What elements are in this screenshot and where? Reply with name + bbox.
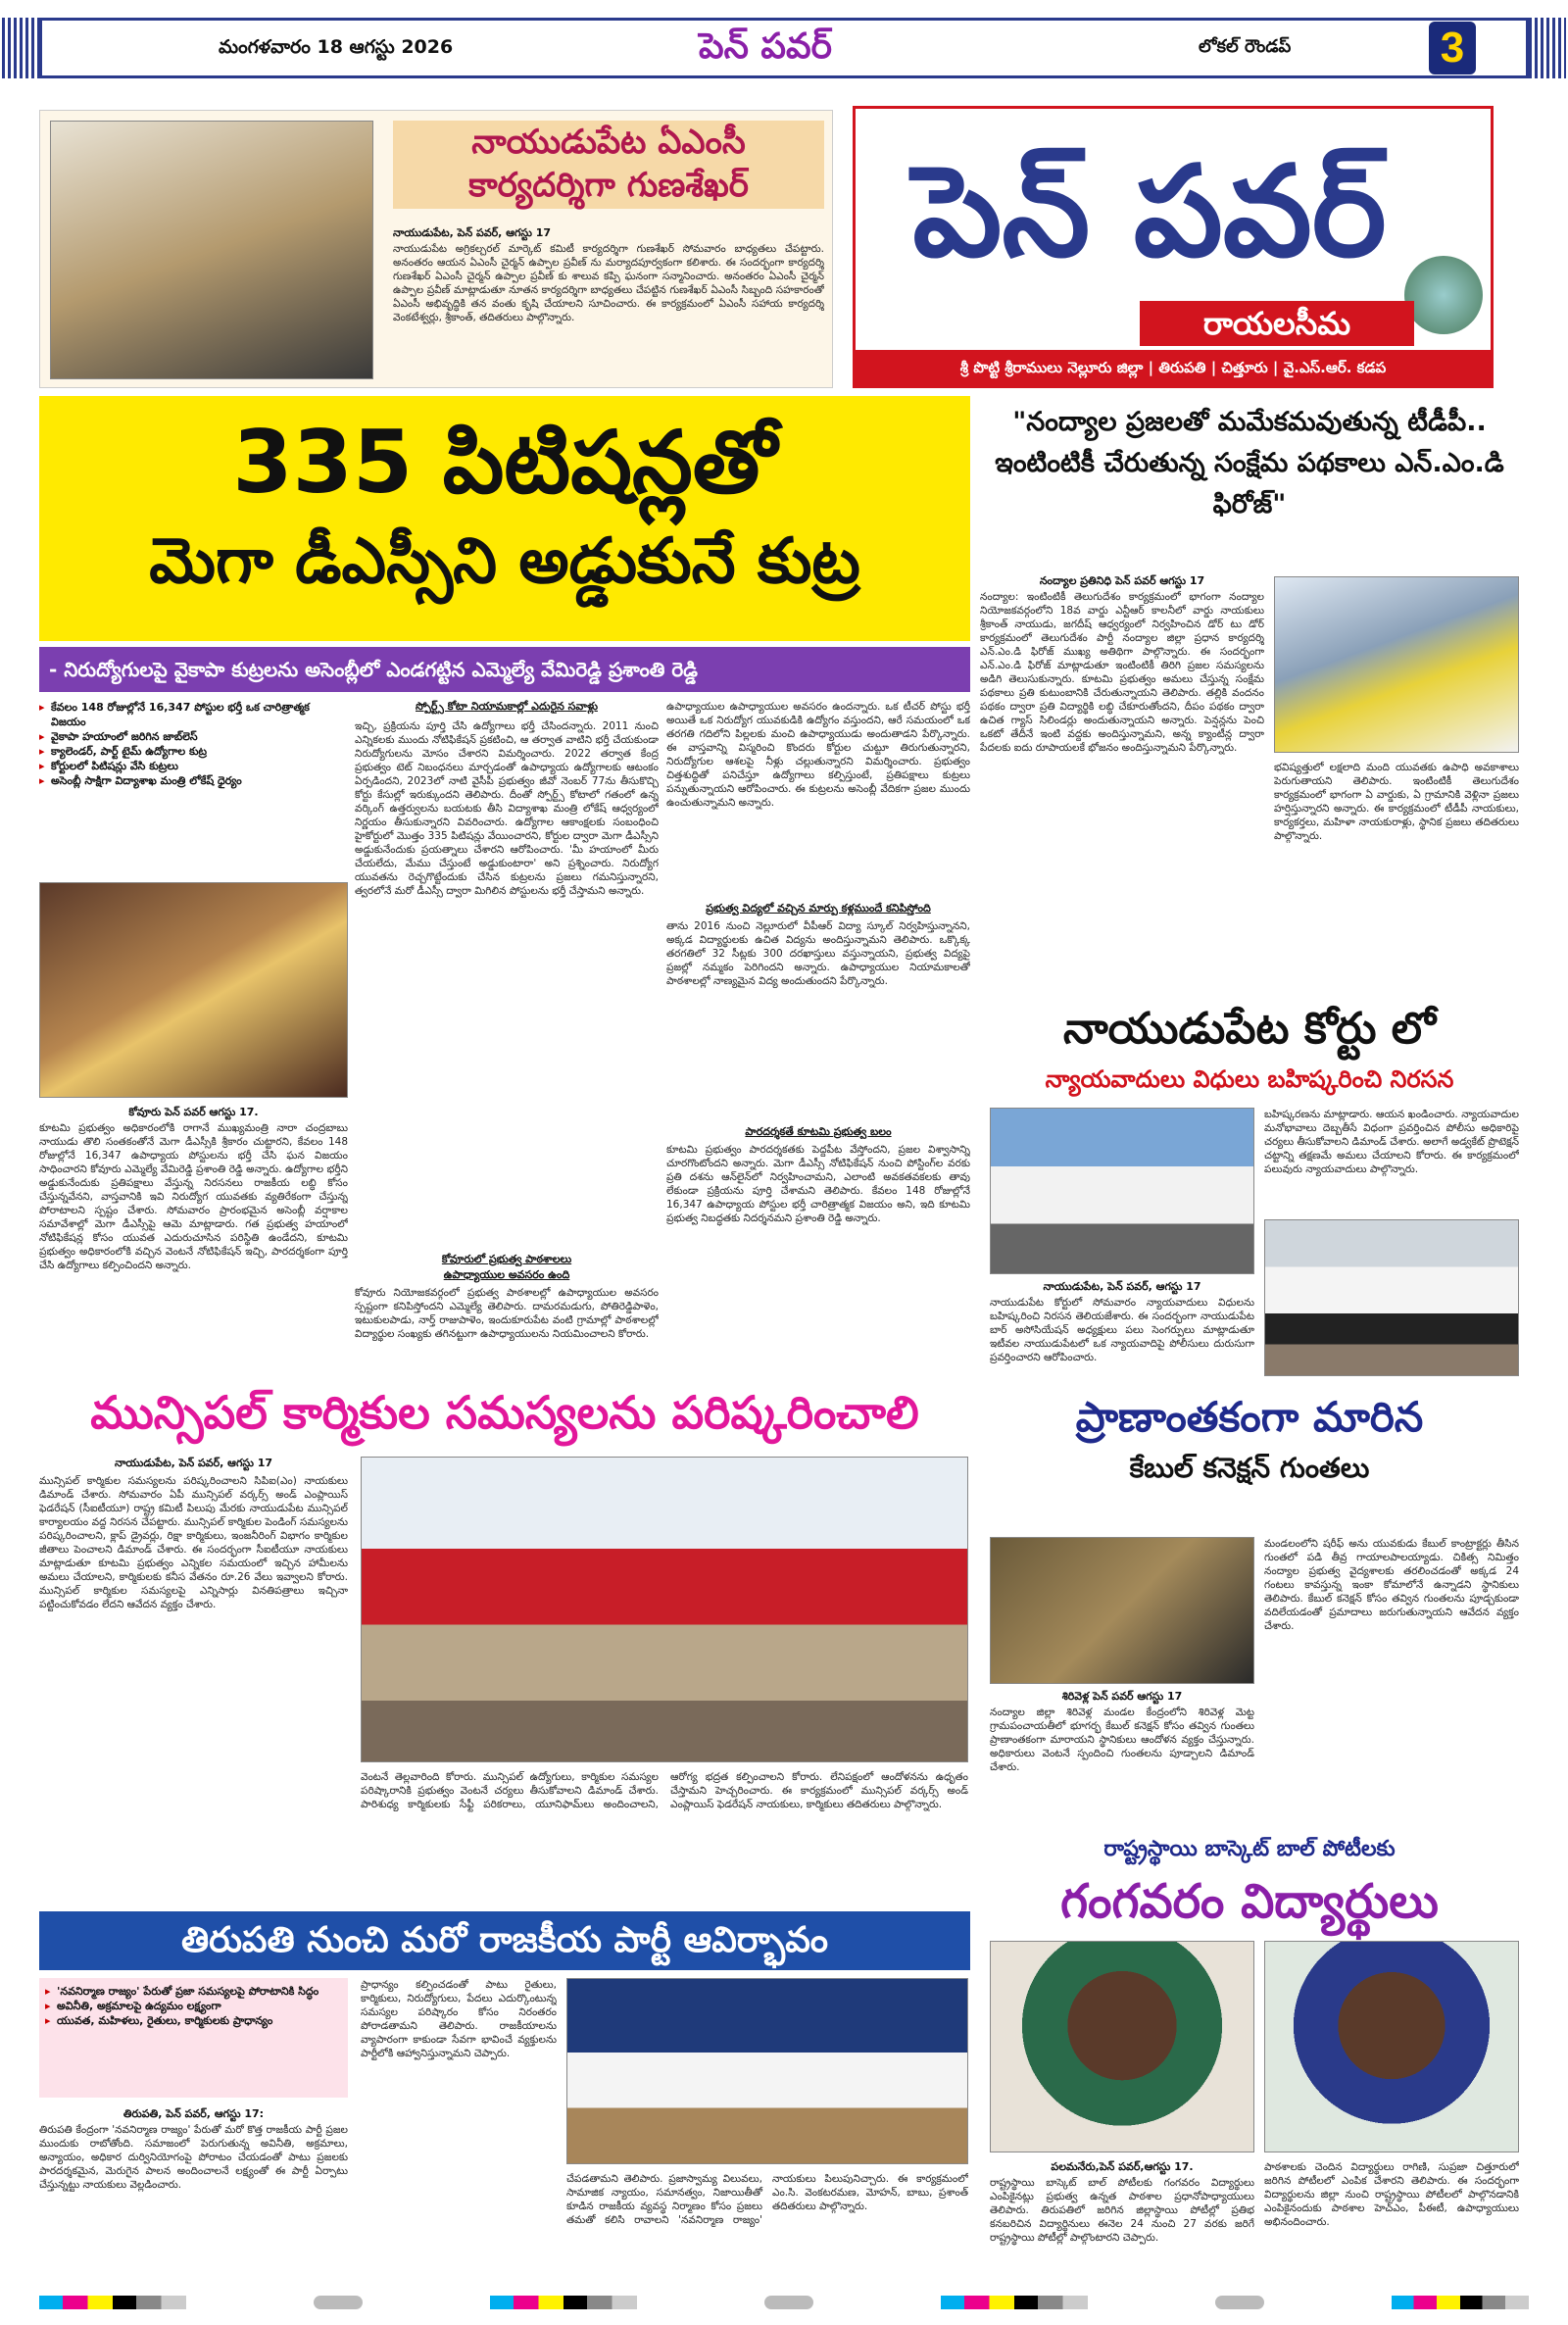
cable-dateline: శిరివెళ్ల పెన్ పవర్ ఆగస్టు 17: [1061, 1690, 1183, 1703]
court-subhead: న్యాయవాదులు విధులు బహిష్కరించి నిరసన: [1045, 1065, 1454, 1093]
basketball-body-right: పాఠశాలకు చెందిన విద్యార్థులు రాగిణి, సుప్రజా చిత్తూరులో జరిగిన పోటీలలో ఎంపిక చేశారని తెలిపారు. ఈ సందర్భంగా విద్యార్థులను జిల్లా నుంచి రాష్ట్రస్థాయి పోటీలలో పాల్గొనడానికి ఎంపికైనందుకు పాఠశాల హెచ్ఎం, పీఈటీ, ఉపాధ్యాయులు అభినందించారు.: [1264, 2161, 1519, 2228]
mla-photo: [39, 882, 348, 1098]
basketball-kicker: రాష్ట్రస్థాయి బాస్కెట్ బాల్ పోటీలకు: [1103, 1837, 1396, 1861]
top-header-bar: [39, 18, 1529, 78]
section-name: లోకల్ రౌండప్: [1199, 36, 1292, 57]
court-photo-1: [990, 1108, 1254, 1274]
lead-subhead: పారదర్శకతే కూటమి ప్రభుత్వ బలం: [745, 1125, 892, 1138]
left-border-stripes: [2, 18, 39, 78]
amc-dateline: నాయుడుపేట, పెన్ పవర్, ఆగస్టు 17: [393, 226, 552, 239]
lead-subhead: స్పోర్ట్స్ కోటా నియామకాల్లో ఎదురైన సవాళ్లు: [416, 700, 598, 713]
color-bar-center: [490, 2296, 637, 2309]
lead-bullet: ▸ వైకాపా హయాంలో జరిగిన జాబ్‌లెస్: [39, 729, 348, 744]
lead-body-col1: కూటమి ప్రభుత్వం అధికారంలోకి రాగానే ముఖ్యమంత్రి నారా చంద్రబాబు నాయుడు తొలి సంతకంతోనే మెగా డీఎస్సీకి శ్రీకారం చుట్టారని, కేవలం 148 రోజుల్లోనే 16,347 ఉపాధ్యాయ పోస్టులను భర్తీ చేసి ఘన విజయం సాధించారని కోవూరు ఎమ్మెల్యే వేమిరెడ్డి ప్రశాంతి రెడ్డి అన్నారు. ఉద్యోగాల భర్తీని అడ్డుకునేందుకు ప్రతిపక్షాలు వేస్తున్న నిరసనలు రాజకీయ లబ్ధి కోసం చేస్తున్నవేనని, వాస్తవానికి ఇవి నిరుద్యోగ యువతకు వ్యతిరేకంగా చేస్తున్న పోరాటాలని స్పష్టం చేశారు. సోమవారం ప్రారంభమైన అసెంబ్లీ వర్షాకాల సమావేశాల్లో మెగా డీఎస్సీపై ఆమె మాట్లాడారు. గత ప్రభుత్వ హయాంలో నోటిఫికేషన్ల కోసం యువత ఎదురుచూసిన పరిస్థితి ఉండేదని, కూటమి ప్రభుత్వం అధికారంలోకి వచ్చిన వెంటనే నోటిఫికేషన్ ఇచ్చి, పారదర్శకంగా పూర్తి చేసి ఉద్యోగాలు కల్పించిందని అన్నారు.: [39, 1122, 348, 1271]
map-emblem-icon: [1404, 256, 1483, 334]
municipal-headline: మున్సిపల్ కార్మికుల సమస్యలను పరిష్కరించాలి: [90, 1386, 919, 1439]
tirupati-press-photo: [566, 1978, 968, 2164]
tirupati-body-right: చేపడతామని తెలిపారు. ప్రజాస్వామ్య విలువలు, సామాజిక న్యాయం, సమానత్వం, నిజాయితీతో కూడిన రాజకీయ వ్యవస్థ నిర్మాణం కోసం ప్రజలు తమతో కలిసి రావాలని 'నవనిర్మాణ రాజ్యం' నాయకులు పిలుపునిచ్చారు. ఈ కార్యక్రమంలో ఎం.సి. వెంకటరమణ, మోహన్, బాబు, ప్రశాంత్ తదితరులు పాల్గొన్నారు.: [566, 2173, 968, 2226]
court-photo-2: [1264, 1219, 1519, 1376]
edition-band: రాయలసీమ: [1140, 301, 1414, 346]
cable-pit-photo: [990, 1537, 1254, 1684]
nandyal-headline: "నంద్యాల ప్రజలతో మమేకమవుతున్న టీడీపీ.. ఇంటింటికీ చేరుతున్న సంక్షేమ పథకాలు ఎన్.ఎం.డి ఫిరోజ్": [995, 407, 1504, 519]
lead-body-col3c: కూటమి ప్రభుత్వం పారదర్శకతకు పెద్దపీట వేస్తోందని, ప్రజల విశ్వాసాన్ని చూరగొంటోందని అన్నారు. మెగా డీఎస్సీ నోటిఫికేషన్ నుంచి పోస్టింగ్‌ల వరకు ప్రతి దశను ఆన్‌లైన్‌లో నిర్వహించామని, ఎలాంటి అవకతవకలకు తావు లేకుండా ప్రక్రియను పూర్తి చేశామని తెలిపారు. కేవలం 148 రోజుల్లోనే 16,347 ఉపాధ్యాయ పోస్టుల భర్తీ చారిత్రాత్మక విజయం అని, ఇది కూటమి ప్రభుత్వ నిబద్ధతకు నిదర్శనమని ప్రశాంతి రెడ్డి అన్నారు.: [666, 1144, 970, 1224]
tirupati-bullet: ▸ అవినీతి, అక్రమాలపై ఉద్యమం లక్ష్యంగా: [45, 1999, 342, 2013]
lead-strap: - నిరుద్యోగులపై వైకాపా కుట్రలను అసెంబ్లీలో ఎండగట్టిన ఎమ్మెల్యే వేమిరెడ్డి ప్రశాంతి రెడ్డి: [39, 647, 970, 692]
issue-date: మంగళవారం 18 ఆగస్టు 2026: [219, 36, 454, 58]
color-bar-right: [1392, 2296, 1529, 2309]
right-border-stripes: [1529, 18, 1566, 78]
lead-headline-box: [39, 396, 970, 641]
lead-body-col2b: కోవూరు నియోజకవర్గంలో ప్రభుత్వ పాఠశాలల్లో ఉపాధ్యాయుల అవసరం స్పష్టంగా కనిపిస్తోందని ఎమ్మెల్యే తెలిపారు. దామరమడుగు, పోతిరెడ్డిపాళెం, ఇటుకులపాడు, నార్త్ రాజుపాళెం, ఇందుకూరుపేట వంటి గ్రామాల్లో పాఠశాలల్లో విద్యార్థుల సంఖ్యకు తగినట్టుగా ఉపాధ్యాయులను నియమించాలని కోరారు.: [355, 1287, 659, 1340]
lead-headline-1: 335 పిటిషన్లతో: [232, 412, 777, 513]
lead-body-col3: ఉపాధ్యాయుల ఉపాధ్యాయుల అవసరం ఉందన్నారు. ఒక టీచర్ పోస్టు భర్తీ అయితే ఒక నిరుద్యోగ యువకుడికి ఉద్యోగం వస్తుందని, ఆరే సమయంలో ఒక తరగతి గదిలోని పిల్లలకు మంచి ఉపాధ్యాయుడు అందుతాడని పేర్కొన్నారు. ఈ వాస్తవాన్ని విస్మరించి కొందరు కోర్టుల చుట్టూ తిరుగుతున్నారని, నిరుద్యోగుల ఆశలపై నీళ్లు చల్లుతున్నారని విమర్శించారు. ప్రభుత్వం చిత్తశుద్ధితో పనిచేస్తూ ఉద్యోగాలు కల్పిస్తుంటే, ప్రతిపక్షాలు కుట్రలు పన్నుతున్నాయని ఆరోపించారు. ఈ కుట్రలను అసెంబ్లీ వేదికగా ప్రజల ముందు ఉంచుతున్నామని అన్నారు.: [666, 701, 970, 809]
story-amc: [39, 110, 833, 388]
municipal-body: మున్సిపల్ కార్మికుల సమస్యలను పరిష్కరించాలని సిపిఐ(ఎం) నాయకులు డిమాండ్ చేశారు. సోమవారం ఏపీ మున్సిపల్ వర్కర్స్ అండ్ ఎంప్లాయిస్ ఫెడరేషన్ (సీఐటీయూ) రాష్ట్ర కమిటీ పిలుపు మేరకు నాయుడుపేట మున్సిపల్ కార్యాలయం వద్ద నిరసన చేపట్టారు. మున్సిపల్ కార్మికుల పెండింగ్ సమస్యలను పరిష్కరించాలని, క్లాప్ డ్రైవర్లు, రిక్షా కార్మికులు, ఇంజనీరింగ్ విభాగం కార్మికుల జీతాలు పెంచాలని డిమాండ్ చేశారు. ఈ సందర్భంగా సీఐటీయూ నాయకులు మాట్లాడుతూ కూటమి ప్రభుత్వం ఎన్నికల సమయంలో ఇచ్చిన హామీలను అమలు చేయాలని, కార్మికులకు కనీస వేతనం రూ.26 వేలు ఇవ్వాలని కోరారు. మున్సిపల్ కార్మికుల సమస్యలపై ఎన్నిసార్లు వినతిపత్రాలు ఇచ్చినా పట్టించుకోవడం లేదని ఆవేదన వ్యక్తం చేశారు.: [39, 1475, 348, 1610]
municipal-protest-photo: [361, 1457, 968, 1762]
cable-body: నంద్యాల జిల్లా శిరివెళ్ల మండల కేంద్రంలోని శిరివెళ్ల మెట్ట గ్రామపంచాయతీలో భూగర్భ కేబుల్ కనెక్షన్ కోసం తవ్విన గుంతలు ప్రాణాంతకంగా మారాయని స్థానికులు ఆందోళన వ్యక్తం చేస్తున్నారు. అధికారులు వెంటనే స్పందించి గుంతలను పూడ్చాలని డిమాండ్ చేశారు.: [990, 1707, 1254, 1773]
amc-photo: [50, 121, 373, 379]
tirupati-bullet: ▸ 'నవనిర్మాణ రాజ్యం' పేరుతో ప్రజా సమస్యలపై పోరాటానికి సిద్ధం: [45, 1984, 342, 1999]
tirupati-bullets: [39, 1978, 348, 2098]
lead-bullet: ▸ కోర్టులలో పిటిషన్లు వేసి కుట్రలు: [39, 759, 348, 773]
municipal-body-right: వెంటనే తెల్లవారింది కోరారు. మున్సిపల్ ఉద్యోగులు, కార్మికుల సమస్యల పరిష్కారానికి ప్రభుత్వం వెంటనే చర్యలు తీసుకోవాలని డిమాండ్ చేశారు. పారిశుధ్య కార్మికులకు సేఫ్టీ పరికరాలు, యూనిఫామ్‌లు అందించాలని, ఆరోగ్య భద్రత కల్పించాలని కోరారు. లేనిపక్షంలో ఆందోళనను ఉధృతం చేస్తామని హెచ్చరించారు. ఈ కార్యక్రమంలో మున్సిపల్ వర్కర్స్ అండ్ ఎంప్లాయిస్ ఫెడరేషన్ నాయకులు, కార్మికులు తదితరులు పాల్గొన్నారు.: [361, 1771, 968, 1810]
color-bar-center-right: [941, 2296, 1088, 2309]
court-dateline: నాయుడుపేట, పెన్ పవర్, ఆగస్టు 17: [1043, 1280, 1201, 1293]
cable-body-right: మండలంలోని షరీఫ్ అను యువకుడు కేబుల్ కాంట్రాక్టర్లు తీసిన గుంతలో పడి తీవ్ర గాయాలపాలయ్యాడు. చికిత్స నిమిత్తం నంద్యాల ప్రభుత్వ వైద్యశాలకు తరలించడంతో అక్కడ 24 గంటలు కావస్తున్న ఇంకా కోమాలోనే ఉన్నాడని స్థానికులు తెలిపారు. కేబుల్ కనెక్షన్ కోసం తవ్విన గుంతలను పూడ్చకుండా వదిలేయడంతో ప్రమాదాలు జరుగుతున్నాయని ఆవేదన వ్యక్తం చేశారు.: [1264, 1538, 1519, 1632]
registration-mark: [314, 2296, 363, 2309]
lead-bullets: [39, 700, 348, 874]
lead-subhead: ఉపాధ్యాయుల అవసరం ఉంది: [443, 1268, 570, 1281]
basketball-dateline: పలమనేరు,పెన్ పవర్,ఆగస్టు 17.: [1051, 2160, 1194, 2173]
nandyal-dateline: నంద్యాల ప్రతినిధి పెన్ పవర్ ఆగస్టు 17: [1039, 574, 1205, 587]
lead-bullet: ▸ కేవలం 148 రోజుల్లోనే 16,347 పోస్టుల భర్తీ ఒక చారిత్రాత్మక విజయం: [39, 700, 348, 729]
districts-band: శ్రీ పొట్టి శ్రీరాములు నెల్లూరు జిల్లా | తిరుపతి | చిత్తూరు | వై.ఎస్.ఆర్. కడప: [856, 350, 1491, 385]
lead-bullet: ▸ అసెంబ్లీ సాక్షిగా విద్యాశాఖ మంత్రి లోకేష్ ధైర్యం: [39, 773, 348, 788]
tirupati-body-mid: ప్రాధాన్యం కల్పించడంతో పాటు రైతులు, కార్మికులు, నిరుద్యోగులు, పేదలు ఎదుర్కొంటున్న సమస్యల పరిష్కారం కోసం నిరంతరం పోరాడతామని తెలిపారు. రాజకీయాలను వ్యాపారంగా కాకుండా సేవగా భావించే వ్యక్తులను పార్టీలోకి ఆహ్వానిస్తున్నామని చెప్పారు.: [361, 1979, 557, 2059]
basketball-headline: గంగవరం విద్యార్థులు: [1060, 1874, 1439, 1929]
lead-col2: [355, 700, 659, 1366]
nandyal-body: నంద్యాల: ఇంటింటికీ తెలుగుదేశం కార్యక్రమంలో భాగంగా నంద్యాల నియోజకవర్గంలోని 18వ వార్డు ఎన్టీఆర్ కాలనీలో వార్డు నాయకులు శ్రీకాంత్ నాయుడు, జగదీష్ ఆధ్వర్యంలో నిర్వహించిన డోర్ టు డోర్ కార్యక్రమంలో తెలుగుదేశం పార్టీ నంద్యాల జిల్లా ప్రధాన కార్యదర్శి ఎన్.ఎం.డి ఫిరోజ్ ముఖ్య అతిథిగా పాల్గొన్నారు. ఈ సందర్భంగా ఎన్.ఎం.డి ఫిరోజ్ మాట్లాడుతూ ఇంటింటికీ తిరిగి ప్రజల సమస్యలను అడిగి తెలుసుకున్నారు. కూటమి ప్రభుత్వం అమలు చేస్తున్న సంక్షేమ పథకాలు ప్రతి కుటుంబానికి చేరుతున్నాయని తెలిపారు. తల్లికి వందనం పథకం ద్వారా ప్రతి విద్యార్థికి లబ్ధి చేకూరుతోందని, దీపం పథకం ద్వారా ఉచిత గ్యాస్ సిలిండర్లు అందుతున్నాయని అన్నారు. పెన్షన్లను పెంచి ఒకటో తేదీనే ఇంటి వద్దకు అందిస్తున్నామని, అన్న క్యాంటీన్ల ద్వారా పేదలకు ఐదు రూపాయలకే భోజనం అందిస్తున్నామని పేర్కొన్నారు.: [980, 591, 1264, 754]
amc-headline-1: నాయుడుపేట ఏఎంసీ: [471, 123, 746, 162]
paper-name-small: పెన్ పవర్: [699, 26, 832, 67]
nandyal-photo: [1274, 576, 1519, 753]
nandyal-body-2: భవిష్యత్తులో లక్షలాది మంది యువతకు ఉపాధి అవకాశాలు పెరుగుతాయని తెలిపారు. ఇంటింటికీ తెలుగుదేశం కార్యక్రమంలో భాగంగా ఏ వార్డుకు, ఏ గ్రామానికి వెళ్లినా ప్రజలు హర్షిస్తున్నారని అన్నారు. ఈ కార్యక్రమంలో టీడీపీ నాయకులు, కార్యకర్తలు, మహిళా నాయకురాళ్లు, స్థానిక ప్రజలు తదితరులు పాల్గొన్నారు.: [1274, 762, 1519, 842]
lead-subhead: కోవూరులో ప్రభుత్వ పాఠశాలలు: [441, 1253, 572, 1265]
basketball-body: రాష్ట్రస్థాయి బాస్కెట్ బాల్ పోటీలకు గంగవరం విద్యార్థులు ఎంపికైనట్లు ప్రభుత్వ ఉన్నత పాఠశాల ప్రధానోపాధ్యాయులు తెలిపారు. తిరుపతిలో జరిగిన జిల్లాస్థాయి పోటీల్లో ప్రతిభ కనబరిచిన విద్యార్థినులు ఈనెల 24 నుంచి 27 వరకు జరిగే రాష్ట్రస్థాయి పోటీల్లో పాల్గొంటారని చెప్పారు.: [990, 2177, 1254, 2244]
court-headline: నాయుడుపేట కోర్టు లో: [1062, 1004, 1437, 1054]
registration-mark: [764, 2296, 813, 2309]
lead-bullet: ▸ క్యాలెండర్, పార్ట్ టైమ్ ఉద్యోగాల కుట్ర: [39, 744, 348, 759]
lead-body-col2: ఇచ్చి, ప్రక్రియను పూర్తి చేసి ఉద్యోగాలు భర్తీ చేసిందన్నారు. 2011 నుంచి ఎన్నికలకు ముందు నోటిఫికేషన్ ప్రకటించి, ఆ తర్వాత వాటిని భర్తీ చేయకుండా నిరుద్యోగులను మోసం చేశారని విమర్శించారు. 2022 తర్వాత కేంద్ర ప్రభుత్వం టెట్ నిబంధనలు మార్చడంతో ఉపాధ్యాయ ఉద్యోగాలకు ఆటంకం ఏర్పడిందని, 2023లో నాటి వైసీపీ ప్రభుత్వం జీవో నెంబర్ 77ను తీసుకొచ్చి కోర్టు కేసుల్లో ఇరుక్కుందని తెలిపారు. దీంతో స్పోర్ట్స్ కోటాలో గతంలో ఉన్న వర్కింగ్ ఉత్తర్వులను బయటకు తీసి విద్యాశాఖ మంత్రి లోకేష్ ఆధ్వర్యంలో నిర్ణయం తీసుకున్నారని వివరించారు. ఉద్యోగాల ఆకాంక్షలకు సంబంధించి హైకోర్టులో మొత్తం 335 పిటిషన్లు వేయించారని, కోర్టుల ద్వారా మెగా డీఎస్సీని అడ్డుకునేందుకు ప్రయత్నాలు చేశారని ఆరోపించారు. 'మీ హయాంలో మీరు చేయలేదు, మేము చేస్తుంటే అడ్డుకుంటారా' అని ప్రశ్నించారు. నిరుద్యోగ యువతను రెచ్చగొట్టేందుకు చేసిన కుట్రలను ప్రజలు గమనిస్తున్నారని, త్వరలోనే మరో డీఎస్సీ ద్వారా మిగిలిన పోస్టులను భర్తీ చేస్తామని అన్నారు.: [355, 720, 659, 897]
municipal-dateline: నాయుడుపేట, పెన్ పవర్, ఆగస్టు 17: [114, 1457, 273, 1469]
amc-headline-box: [393, 121, 824, 209]
registration-mark: [1215, 2296, 1264, 2309]
student-photo-1: [990, 1941, 1254, 2152]
cable-headline-2: కేబుల్ కనెక్షన్ గుంతలు: [1129, 1452, 1370, 1484]
court-body-right: బహిష్కరణను మాట్లాడారు. ఆయన ఖండించారు. న్యాయవాదుల మనోభావాలు దెబ్బతీసే విధంగా ప్రవర్తించిన పోలీసు అధికారిపై చర్యలు తీసుకోవాలని డిమాండ్ చేశారు. అలాగే అడ్వకేట్ ప్రొటెక్షన్ చట్టాన్ని తక్షణమే అమలు చేయాలని కోరారు. ఈ కార్యక్రమంలో పలువురు న్యాయవాదులు పాల్గొన్నారు.: [1264, 1109, 1519, 1175]
masthead-logo: పెన్ పవర్: [912, 138, 1387, 285]
lead-subhead: ప్రభుత్వ విద్యలో వచ్చిన మార్పు కళ్లముందే కనిపిస్తోంది: [706, 902, 931, 915]
student-photo-2: [1264, 1941, 1519, 2152]
tirupati-bullet: ▸ యువత, మహిళలు, రైతులు, కార్మికులకు ప్రాధాన్యం: [45, 2013, 342, 2028]
lead-headline-2: మెగా డీఎస్సీని అడ్డుకునే కుట్ర: [149, 525, 860, 598]
court-body: నాయుడుపేట కోర్టులో సోమవారం న్యాయవాదులు విధులను బహిష్కరించి నిరసన తెలియజేశారు. ఈ సందర్భంగా నాయుడుపేట బార్ అసోసియేషన్ అధ్యక్షులు పలు సెంగర్పులు మాట్లాడుతూ ఇటీవల నాయుడుపేటలో ఒక న్యాయవాదిపై పోలీసులు దురుసుగా ప్రవర్తించారని ఆరోపించారు.: [990, 1297, 1254, 1363]
page-number: 3: [1429, 22, 1476, 74]
lead-col3: [666, 700, 970, 1366]
tirupati-headline: తిరుపతి నుంచి మరో రాజకీయ పార్టీ ఆవిర్భావం: [39, 1911, 970, 1970]
lead-body-col3b: తాను 2016 నుంచి నెల్లూరులో వీపీఆర్ విద్యా స్కూల్ నిర్వహిస్తున్నానని, అక్కడ విద్యార్థులకు ఉచిత విద్యను అందిస్తున్నామని తెలిపారు. ఒక్కొక్క తరగతిలో 32 సీట్లకు 300 దరఖాస్తులు వస్తున్నాయని, ప్రభుత్వ విద్యపై ప్రజల్లో నమ్మకం పెరిగిందని అన్నారు. ఉపాధ్యాయుల నియామకాలతో పాఠశాలల్లో నాణ్యమైన విద్య అందుతుందని పేర్కొన్నారు.: [666, 920, 970, 987]
amc-body: నాయుడుపేట అగ్రికల్చరల్ మార్కెట్ కమిటీ కార్యదర్శిగా గుణశేఖర్ సోమవారం బాధ్యతలు చేపట్టారు. అనంతరం ఆయన ఏఎంసీ చైర్మన్ ఉప్పాల ప్రవీణ్ ను మర్యాదపూర్వకంగా కలిశారు. ఈ సందర్భంగా కార్యదర్శి గుణశేఖర్ ఏఎంసీ చైర్మన్ ఉప్పాల ప్రవీణ్ కు శాలువ కప్పి ఘనంగా సన్మానించారు. అనంతరం ఏఎంసీ చైర్మన్ ఉప్పాల ప్రవీణ్ మాట్లాడుతూ నూతన కార్యదర్శిగా బాధ్యతలు చేపట్టిన గుణశేఖర్ ఏఎంసీ సిబ్బంది సహకారంతో ఏఎంసీ అభివృద్ధికి తన వంతు కృషి చేయాలని సూచించారు. ఈ కార్యక్రమంలో ఏఎంసీ సహాయ కార్యదర్శి వెంకటేశ్వర్లు, శ్రీకాంత్, తదితరులు పాల్గొన్నారు.: [393, 243, 824, 323]
amc-headline-2: కార్యదర్శిగా గుణశేఖర్: [468, 166, 749, 205]
tirupati-dateline: తిరుపతి, పెన్ పవర్, ఆగస్టు 17:: [122, 2107, 265, 2120]
cable-headline-1: ప్రాణాంతకంగా మారిన: [1075, 1393, 1424, 1441]
color-bar-left: [39, 2296, 186, 2309]
lead-dateline: కోవూరు పెన్ పవర్ ఆగస్టు 17.: [128, 1106, 259, 1118]
masthead: [853, 106, 1494, 388]
tirupati-body: తిరుపతి కేంద్రంగా 'నవనిర్మాణ రాజ్యం' పేరుతో మరో కొత్త రాజకీయ పార్టీ ప్రజల ముందుకు రాబోతోంది. సమాజంలో పెరుగుతున్న అవినీతి, అక్రమాలు, అన్యాయం, అధికార దుర్వినియోగంపై పోరాటం చేయడంతో పాటు ప్రజలకు పారదర్శకమైన, మెరుగైన పాలన అందించాలనే లక్ష్యంతో ఈ పార్టీ ఏర్పాటు చేస్తున్నట్టు నాయకులు వెల్లడించారు.: [39, 2124, 348, 2191]
